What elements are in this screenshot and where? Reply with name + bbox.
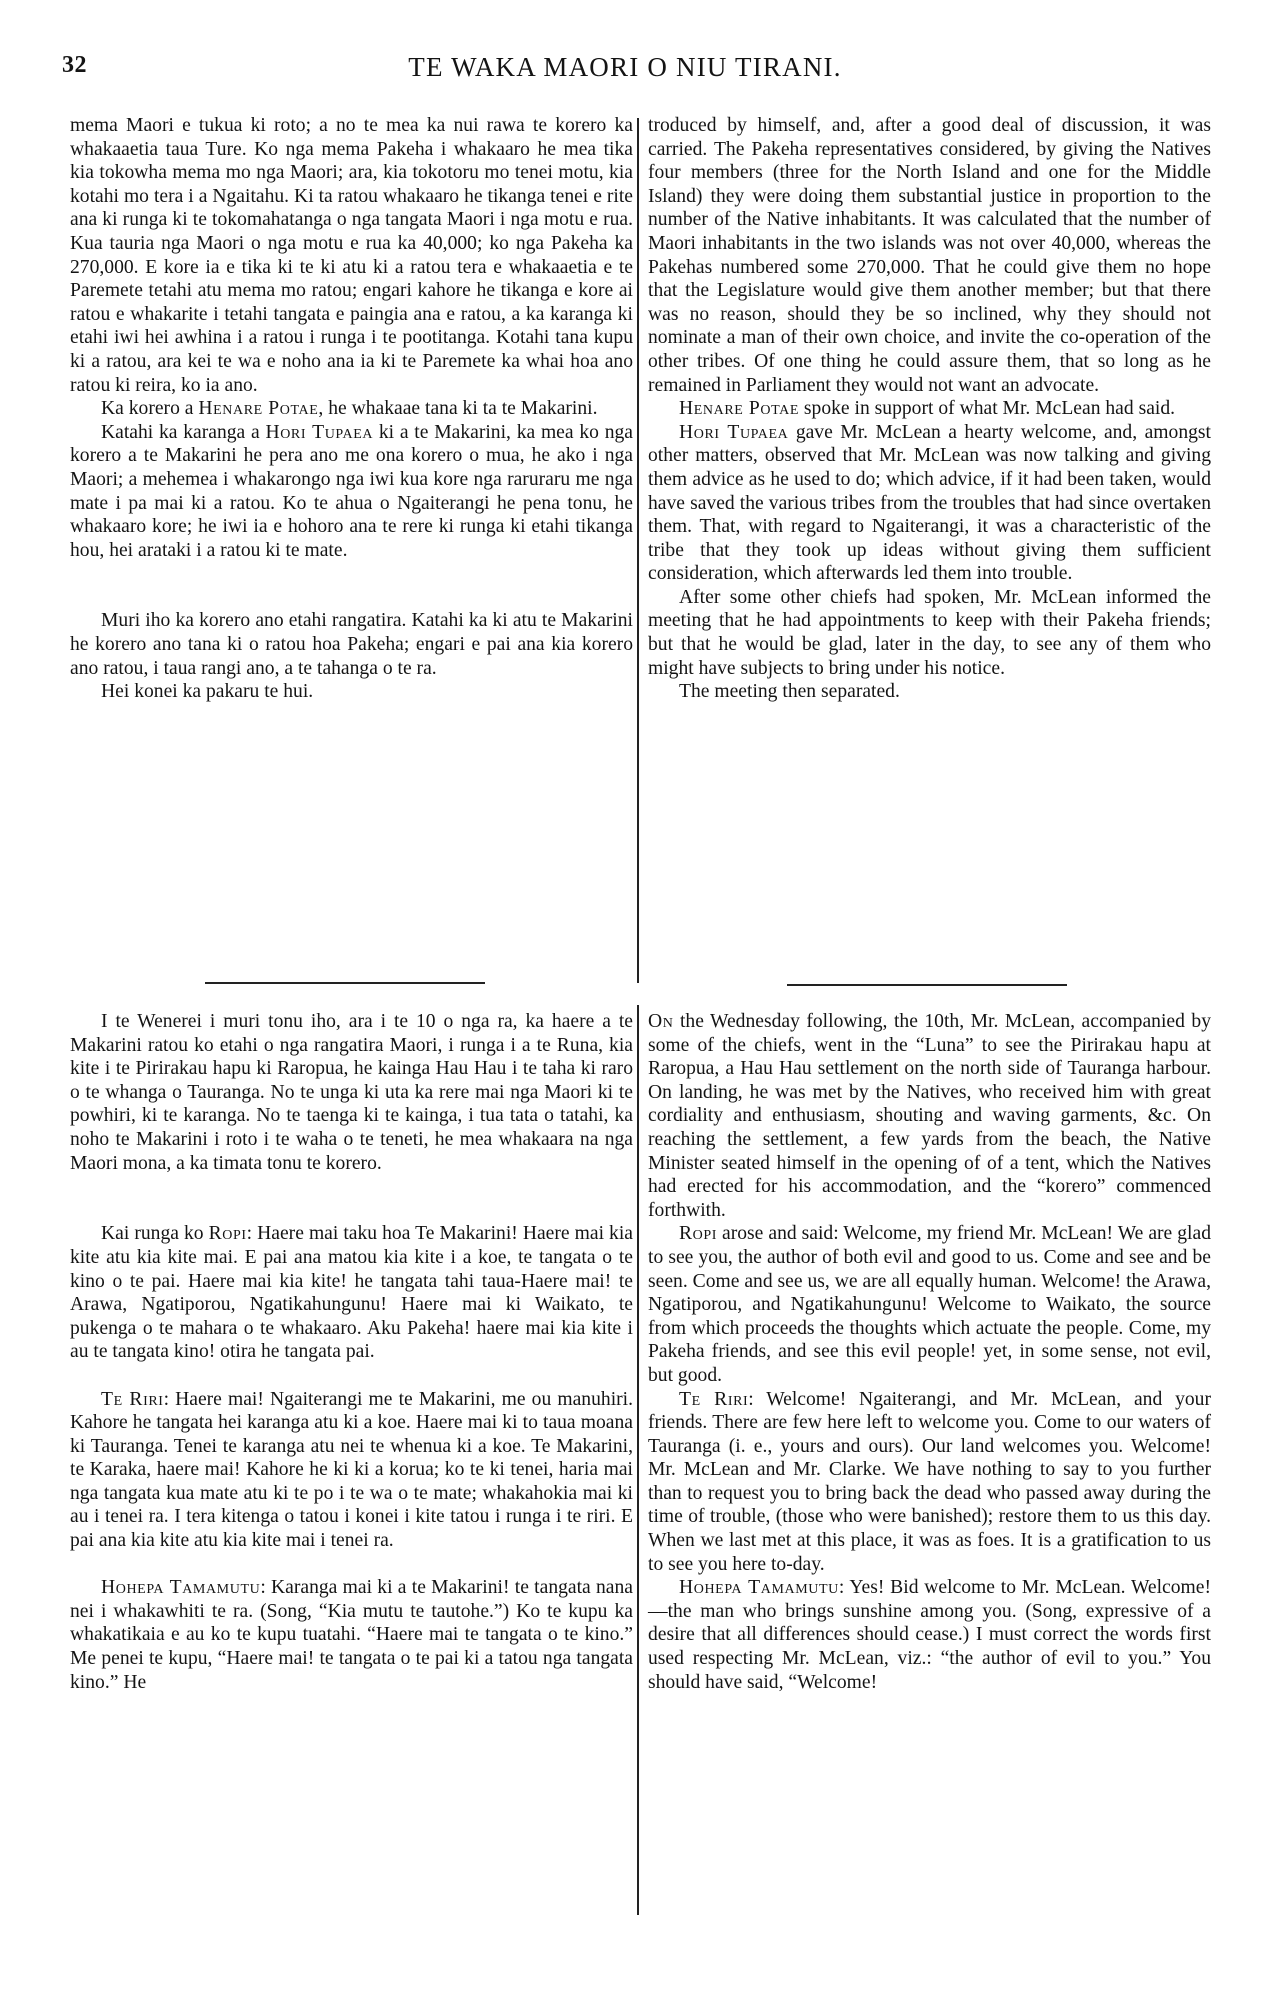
english-paragraph: Hohepa Tamamutu: Yes! Bid welcome to Mr. McLean. Welcome!—the man who brings sunshine among you. (Song, expressive of a desire that all differences should cease.) I must correct the words first used respecting Mr. McLean, viz.: “the author of evil to you.” You should have said, “Welcome! xyxy=(648,1577,1212,1693)
section2-english-column xyxy=(648,1010,1211,1694)
maori-paragraph: Muri iho ka korero ano etahi rangatira. Katahi ka ki atu te Makarini he korero ano tana ki o ratou hoa Pakeha; engari e pai ana kia korero ano ratou, i taua rangi ano, a te tahanga o te ra. xyxy=(70,610,633,679)
english-paragraph: Te Riri: Welcome! Ngaiterangi, and Mr. McLean, and your friends. There are few here left to welcome you. Come to our waters of Tauranga (i. e., yours and ours). Our land welcomes you. Welcome! Mr. McLean and Mr. Clarke. We have nothing to say to you further than to request you to bring back the dead who passed away during the time of trouble, (those who were banished); restore them to us this day. When we last met at this place, it was as foes. It is a gratification to us to see you here to-day. xyxy=(648,1388,1211,1575)
english-paragraph: Henare Potae spoke in support of what Mr. McLean had said. xyxy=(679,398,1176,420)
speaker-name: Hohepa Tamamutu xyxy=(679,1577,839,1599)
maori-paragraph: Katahi ka karanga a Hori Tupaea ki a te Makarini, ka mea ko nga korero a te Makarini he pera ano me ona korero o mua, he ako i nga Maori; a mehemea i whakarongo nga iwi kua kore nga raruraru me nga mate i pa mai ki a ratou. Ko te ahua o Ngaiterangi he pena tonu, he whakaaro kore; he iwi ia e hohoro ana te rere ki runga ki etahi tikanga hou, hei arataki i a ratou ki te mate. xyxy=(70,421,633,561)
section2-maori-column xyxy=(70,1010,633,1694)
running-head-title: TE WAKA MAORI O NIU TIRANI. xyxy=(408,52,842,82)
maori-paragraph: Hohepa Tamamutu: Karanga mai ki a te Makarini! te tangata nana nei i whakawhiti te ra. (Song, “Kia mutu te tautohe.”) Ko te kupu ka whakatikaia e au ko te kupu tuatahi. “Haere mai te tangata o te kino.” Me penei te kupu, “Haere mai! te tangata o te pai ki a tatou nga tangata kino.” He xyxy=(70,1577,633,1693)
speaker-name: Henare Potae xyxy=(679,398,800,420)
speaker-name: Ropi xyxy=(679,1223,718,1245)
speaker-name: Ropi xyxy=(208,1223,247,1245)
section1-maori-column xyxy=(70,114,633,704)
english-paragraph: After some other chiefs had spoken, Mr. McLean informed the meeting that he had appointments to keep with their Pakeha friends; but that he would be glad, later in the day, to see any of them who might have subjects to bring under his notice. xyxy=(648,586,1211,679)
column-divider-top xyxy=(637,118,639,983)
speaker-name: Te Riri xyxy=(679,1388,749,1410)
lead-word: On xyxy=(648,1011,674,1032)
maori-paragraph: Hei konei ka pakaru te hui. xyxy=(101,681,314,703)
speaker-name: Hohepa Tamamutu xyxy=(101,1577,261,1599)
maori-paragraph: I te Wenerei i muri tonu iho, ara i te 10 o nga ra, ka haere a te Makarini ratou ko etahi o nga rangatira Maori, i runga i a te Runa, kia kite i te Pirirakau hapu ki Raropua, he kainga Hau Hau i te taha ki raro o te whanga o Tauranga. No te unga ki uta ka rere mai nga Maori ki te powhiri, ki te karanga. No te taenga ki te kainga, i tua tata o tatahi, ka noho te Makarini i roto i te waha o te teneti, he mea whakaara na nga Maori mona, a ka timata tonu te korero. xyxy=(70,1011,633,1174)
column-divider-bottom xyxy=(637,1005,639,1915)
maori-paragraph: Ka korero a Henare Potae, he whakaae tana ki ta te Makarini. xyxy=(101,398,598,420)
speaker-name: Te Riri xyxy=(101,1388,164,1410)
page-number: 32 xyxy=(62,52,87,78)
section-rule-right xyxy=(787,984,1067,986)
maori-paragraph: Kai runga ko Ropi: Haere mai taku hoa Te Makarini! Haere mai kia kite atu kia kite mai. E pai ana matou kia kite i a koe, te tangata o te kino o te pai. Haere mai kia kite! he tangata tahi taua-Haere mai! te Arawa, Ngatiporou, Ngatikahungunu! Haere mai ki Waikato, te pukenga o te mahara o te whakaaro. Aku Pakeha! haere mai kia kite i au te tangata kino! otira he tangata pai. xyxy=(70,1223,633,1363)
english-paragraph: The meeting then separated. xyxy=(679,681,900,703)
english-paragraph: On the Wednesday following, the 10th, Mr. McLean, accompanied by some of the chiefs, went in the “Luna” to see the Pirirakau hapu at Raropua, a Hau Hau settlement on the north side of Tauranga harbour. On landing, he was met by the Natives, who received him with great cordiality and enthusiasm, shouting and waving garments, &c. On reaching the settlement, a few yards from the beach, the Native Minister seated himself in the opening of of a tent, which the Natives had erected for his accommodation, and the “korero” commenced forthwith. xyxy=(648,1011,1211,1221)
english-paragraph: Hori Tupaea gave Mr. McLean a hearty welcome, and, amongst other matters, observed that Mr. McLean was now talking and giving them advice as he used to do; which advice, if it had been taken, would have saved the various tribes from the troubles that had since overtaken them. That, with regard to Ngaiterangi, it was a characteristic of the tribe that they took up ideas without giving them sufficient consideration, which afterwards led them into trouble. xyxy=(648,421,1212,585)
speaker-name: Hori Tupaea xyxy=(265,421,374,443)
section-rule-left xyxy=(205,982,485,984)
speaker-name: Hori Tupaea xyxy=(679,421,789,443)
maori-paragraph: mema Maori e tukua ki roto; a no te mea ka nui rawa te korero ka whakaaetia taua Ture. Ko nga mema Pakeha i whakaaro he mea tika kia tokowha mema mo nga Maori; ara, kia tokotoru mo tenei motu, kia kotahi mo tera i a Ngaitahu. Ki ta ratou whakaaro he tikanga tenei e rite ana ki runga ki te tokomahatanga o nga tangata Maori i nga motu e rua. Kua tauria nga Maori o nga motu e rua ka 40,000; ko nga Pakeha ka 270,000. E kore ia e tika ki te ki atu ki a ratou tera e whakaaetia e te Paremete tetahi atu mema mo ratou; engari kahore he tikanga e kore ai ratou e whakarite i tetahi tangata e paingia ana e ratou, a ka karanga ki etahi iwi hei awhina i a ratou i runga i te pootitanga. Kotahi tana kupu ki a ratou, ara kei te wa e noho ana ia ki te Paremete ka whai hoa ano ratou ki reira, ko ia ano. xyxy=(70,115,633,396)
english-paragraph: Ropi arose and said: Welcome, my friend Mr. McLean! We are glad to see you, the author of both evil and good to us. Come and see and be seen. Come and see us, we are all equally human. Welcome! the Arawa, Ngatiporou, and Ngatikahungunu! Welcome to Waikato, the source from which proceeds the thoughts which actuate the people. Come, my Pakeha friends, and see this evil people! yet, in some sense, not evil, but good. xyxy=(648,1223,1211,1386)
english-paragraph: troduced by himself, and, after a good deal of discussion, it was carried. The Pakeha representatives considered, by giving the Natives four members (three for the North Island and one for the Middle Island) they were doing them substantial justice in proportion to the number of the Native inhabitants. It was calculated that the number of Maori inhabitants in the two islands was not over 40,000, whereas the Pakehas numbered some 270,000. That he could give them no hope that the Legislature would give them another member; but that there was no reason, should they be so inclined, why they should not nominate a man of their own choice, and invite the co-operation of the other tribes. Of one thing he could assure them, that so long as he remained in Parliament they would not want an advocate. xyxy=(648,115,1211,396)
maori-paragraph: Te Riri: Haere mai! Ngaiterangi me te Makarini, me ou manuhiri. Kahore he tangata hei karanga atu ki a koe. Haere mai ki to taua moana ki Tauranga. Tenei te karanga atu nei te whenua ki a koe. Te Makarini, te Karaka, haere mai! Kahore he ki ki a korua; ko te ki tenei, haria mai nga tangata kua mate atu ki te po i te wa o te mate; whakahokia mai ki au i tenei ra. I tera kitenga o tatou i konei i kite tatou i runga i te riri. E pai ana kia kite atu kia kite mai i tenei ra. xyxy=(70,1388,634,1552)
section1-english-column xyxy=(648,114,1211,704)
speaker-name: Henare Potae xyxy=(198,398,319,420)
